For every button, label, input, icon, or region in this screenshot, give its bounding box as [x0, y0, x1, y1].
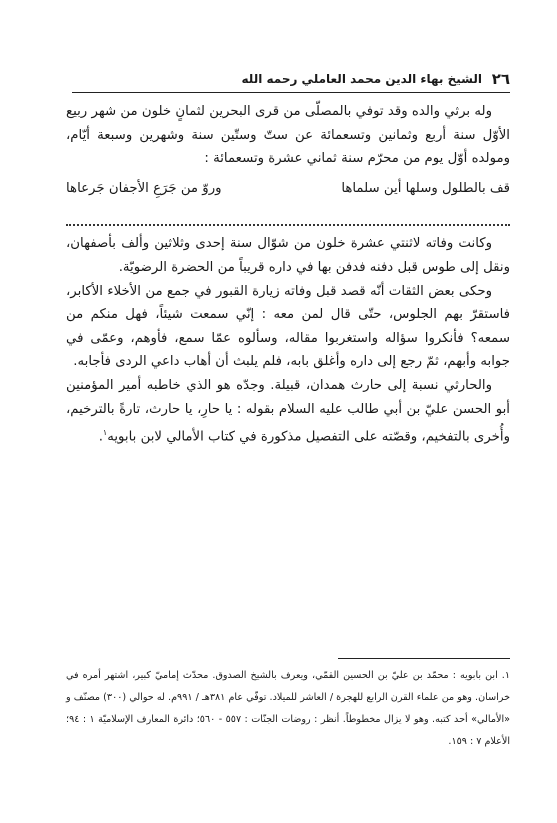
poem-verse — [66, 177, 510, 201]
footnote-1: ١. ابن بابويه : محمّد بن عليّ بن الحسين القمّي، ويعرف بالشيخ الصدوق. محدّث إماميّ كبير، اشتهر أمره في خراسان. وهو من علماء القرن الرابع للهجرة / العاشر للميلاد. توفّي عام ٣٨١هـ / ٩٩١م. له حوالي (٣٠٠) مصنّف و «الأمالي» أحد كتبه. وهو لا يزال مخطوطاً. أنظر : روضات الجنّات : ٥٥٧ - ٥٦٠؛ دائرة المعارف الإسلاميّة ١ : ٩٤؛ الأعلام ٧ : ١٥٩. — [66, 670, 510, 747]
paragraph-4-text: والحارثي نسبة إلى حارث همدان، قبيلة. وجدّه هو الذي خاطبه أمير المؤمنين أبو الحسن عليّ بن أبي طالب عليه السلام بقوله : يا حارِ، يا حارث، تارةً بالترخيم، وأُخرى بالتفخيم، وقصّته على التفصيل مذكورة في كتاب الأمالي لابن بابويه — [66, 377, 510, 445]
footnote-ref: ١ — [102, 428, 108, 438]
running-header — [72, 70, 510, 94]
running-title: الشيخ بهاء الدين محمد العاملي رحمه الله — [241, 72, 482, 86]
dotted-separator — [66, 214, 510, 226]
poem-hemistich-right: قف بالطلول وسلها أين سلماها — [341, 180, 510, 196]
footnote-rule — [338, 658, 510, 659]
page-number: ٢٦ — [491, 70, 510, 88]
paragraph-1: وله برثي والده وقد توفي بالمصلّى من قرى البحرين لثمانٍ خلون من شهر ربيع الأوّل سنة أربع وثمانين وتسعمائة عن ستّ وستّين سنة وشهرين وسبعة أيّام، ومولده أوّل يوم من محرّم سنة ثماني عشرة وتسعمائة : — [66, 104, 510, 167]
paragraph-4: والحارثي نسبة إلى حارث همدان، قبيلة. وجدّه هو الذي خاطبه أمير المؤمنين أبو الحسن عليّ بن أبي طالب عليه السلام بقوله : يا حارِ، يا حارث، تارةً بالترخيم، وأُخرى بالتفخيم، وقصّته على التفصيل مذكورة في كتاب الأمالي لابن بابويه$^١$. — [66, 377, 510, 445]
paragraph-2: وكانت وفاته لاثنتي عشرة خلون من شوّال سنة إحدى وثلاثين وألف بأصفهان، ونقل إلى طوس قبل دفنه فدفن بها في داره قريباً من الحضرة الرضويّة. — [66, 236, 510, 275]
paragraph-3: وحكى بعض الثقات أنّه قصد قبل وفاته زيارة القبور في جمع من الأخلاء الأكابر، فاستقرّ بهم الجلوس، حتّى قال لمن معه : إنّي سمعت شيئاً، فهل منكم من سمعه؟ فأنكروا سؤاله واستغربوا مقاله، وسألوه عمّا سمع، فأوهم، وعمّى في جوابه وأبهم، ثمّ رجع إلى داره وأغلق بابه، فلم يلبث أن أهاب داعي الردى فأجابه. — [66, 283, 510, 370]
footnotes — [66, 665, 510, 753]
header-rule — [72, 92, 510, 93]
poem-hemistich-left: وروّ من جَرَعِ الأجفان جَرعاها — [66, 180, 222, 196]
main-text — [66, 100, 510, 449]
